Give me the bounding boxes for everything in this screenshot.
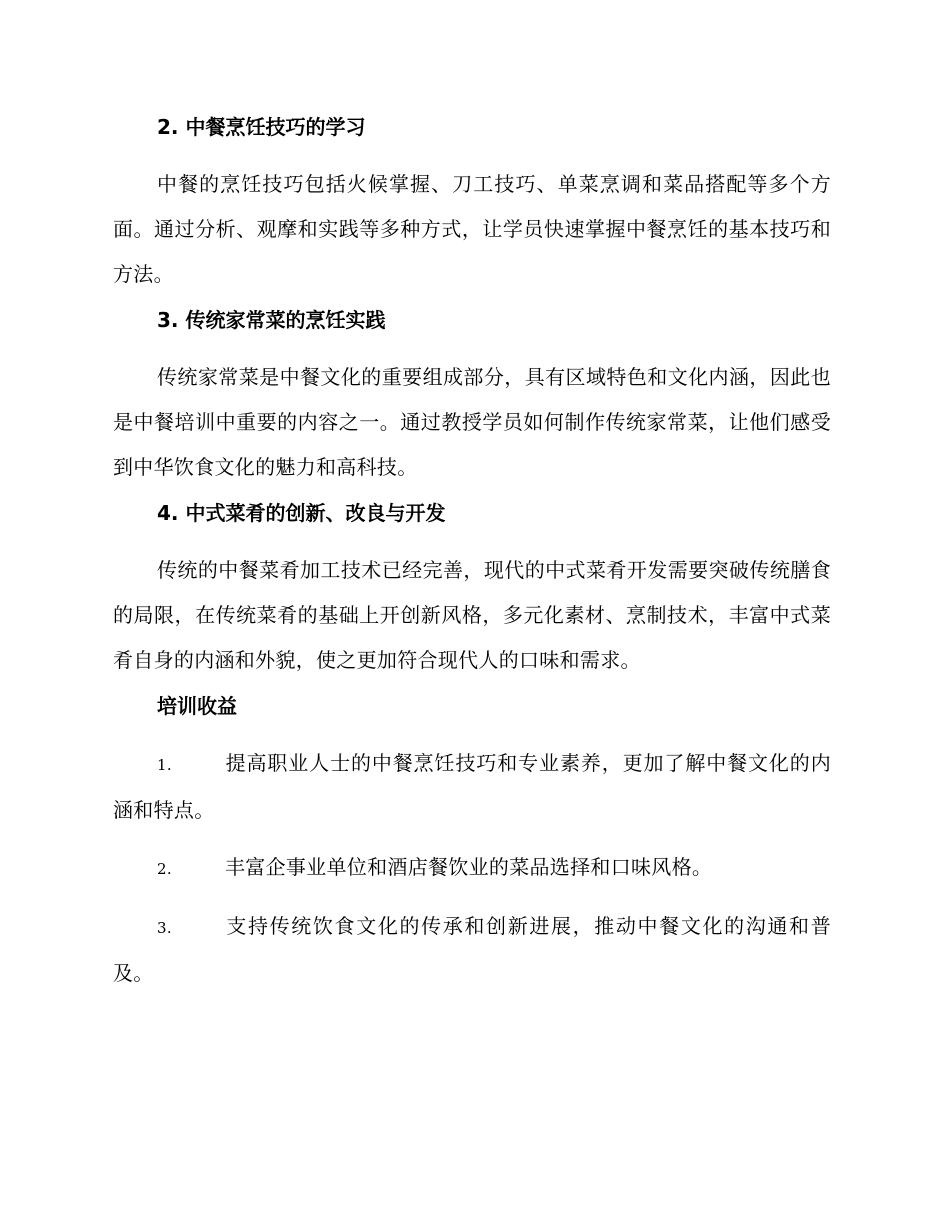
list-number: 3. [157, 919, 172, 937]
document-page [113, 112, 831, 1008]
list-item-text: 支持传统饮食文化的传承和创新进展，推动中餐文化的沟通和普及。 [113, 914, 831, 985]
section-paragraph: 传统的中餐菜肴加工技术已经完善，现代的中式菜肴开发需要突破传统膳食的局限，在传统菜肴的基础上开创新风格，多元化素材、烹制技术，丰富中式菜肴自身的内涵和外貌，使之更加符合现代人的口味和需求。 [113, 558, 831, 672]
section-heading: 4. 中式菜肴的创新、改良与开发 [157, 501, 446, 525]
list-item [113, 741, 831, 833]
section-heading: 3. 传统家常菜的烹饪实践 [157, 308, 386, 332]
section-paragraph: 传统家常菜是中餐文化的重要组成部分，具有区域特色和文化内涵，因此也是中餐培训中重要的内容之一。通过教授学员如何制作传统家常菜，让他们感受到中华饮食文化的魅力和高科技。 [113, 365, 831, 479]
list-item [113, 845, 831, 892]
list-item-text: 丰富企事业单位和酒店餐饮业的菜品选择和口味风格。 [225, 855, 713, 879]
section-cooking-skills [113, 112, 831, 297]
list-item [113, 904, 831, 996]
section-paragraph: 中餐的烹饪技巧包括火候掌握、刀工技巧、单菜烹调和菜品搭配等多个方面。通过分析、观摩和实践等多种方式，让学员快速掌握中餐烹饪的基本技巧和方法。 [113, 172, 831, 286]
section-home-dishes [113, 305, 831, 490]
list-number: 1. [157, 756, 172, 774]
benefits-heading: 培训收益 [157, 694, 237, 718]
section-benefits [113, 691, 831, 996]
section-innovation [113, 498, 831, 683]
list-number: 2. [157, 860, 172, 878]
list-item-text: 提高职业人士的中餐烹饪技巧和专业素养，更加了解中餐文化的内涵和特点。 [113, 751, 831, 822]
section-heading: 2. 中餐烹饪技巧的学习 [157, 115, 366, 139]
